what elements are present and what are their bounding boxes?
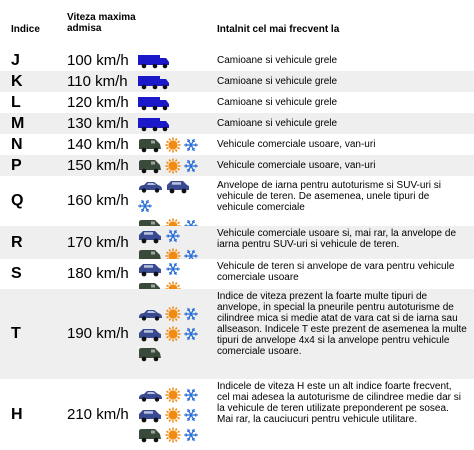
speed-index-letter: T xyxy=(11,325,21,342)
suv-icon xyxy=(137,327,163,342)
speed-index-letter: R xyxy=(11,234,23,251)
snowflake-icon xyxy=(183,326,199,342)
van-icon xyxy=(137,427,163,443)
max-speed: 140 km/h xyxy=(67,136,129,153)
suv-icon xyxy=(137,262,163,277)
sun-icon xyxy=(165,158,181,174)
max-speed: 110 km/h xyxy=(67,73,128,90)
speed-index-letter: N xyxy=(11,136,23,153)
max-speed: 180 km/h xyxy=(67,265,129,282)
van-icon xyxy=(137,137,163,153)
truck-icon xyxy=(137,116,171,132)
speed-index-letter: J xyxy=(11,52,20,69)
usage-description: Indice de viteza prezent la foarte multe tipuri de anvelope, in special la pneurile pentru autoturisme de cilindree mica si medie atat de vara cat si de iarna sau allseason. Indicele T este prezent de asemenea la multe tipuri de anvelope 4x4 si la anvelope pentru vehicule comerciale usoare. xyxy=(217,291,467,357)
max-speed: 190 km/h xyxy=(67,325,129,342)
vehicle-icons xyxy=(137,72,213,92)
car-icon xyxy=(137,179,163,193)
max-speed: 210 km/h xyxy=(67,406,129,423)
max-speed: 160 km/h xyxy=(67,192,129,209)
vehicle-icons xyxy=(137,156,213,176)
usage-description: Camioane si vehicule grele xyxy=(217,76,338,87)
header-index: Indice xyxy=(11,24,40,35)
sun-icon xyxy=(165,387,181,403)
snowflake-icon xyxy=(137,198,153,214)
sun-icon xyxy=(165,137,181,153)
header-usage: Intalnit cel mai frecvent la xyxy=(217,24,340,35)
snowflake-icon xyxy=(183,407,199,423)
speed-index-letter: L xyxy=(11,94,21,111)
suv-icon xyxy=(137,408,163,423)
speed-index-letter: M xyxy=(11,115,25,132)
max-speed: 100 km/h xyxy=(67,52,129,69)
table-row xyxy=(0,259,474,289)
table-row xyxy=(0,134,474,155)
sun-icon xyxy=(165,306,181,322)
snowflake-icon xyxy=(183,387,199,403)
speed-index-letter: P xyxy=(11,157,22,174)
suv-icon xyxy=(165,179,191,194)
snowflake-icon xyxy=(183,137,199,153)
usage-description: Camioane si vehicule grele xyxy=(217,55,338,66)
car-icon xyxy=(137,388,163,402)
max-speed: 150 km/h xyxy=(67,157,129,174)
vehicle-icons xyxy=(137,114,213,134)
suv-icon xyxy=(137,229,163,244)
car-icon xyxy=(137,307,163,321)
snowflake-icon xyxy=(183,306,199,322)
snowflake-icon xyxy=(183,427,199,443)
sun-icon xyxy=(165,407,181,423)
usage-description: Vehicule comerciale usoare, van-uri xyxy=(217,139,376,150)
table-row xyxy=(0,92,474,113)
table-row xyxy=(0,226,474,259)
usage-description: Vehicule comerciale usoare si, mai rar, la anvelope de iarna pentru SUV-uri si vehicule de teren. xyxy=(217,228,457,250)
speed-index-letter: K xyxy=(11,73,23,90)
table-row xyxy=(0,155,474,176)
table-row xyxy=(0,289,474,379)
usage-description: Indicele de viteza H este un alt indice foarte frecvent, cel mai adesea la autoturisme de cilindree medie dar si la vehicule de teren utilizate preponderent pe sosea. Mai rar, la cauciucuri pentru vehicule utilitare. xyxy=(217,381,462,425)
snowflake-icon xyxy=(183,158,199,174)
max-speed: 120 km/h xyxy=(67,94,129,111)
van-icon xyxy=(137,346,163,362)
vehicle-icons xyxy=(137,304,213,364)
snowflake-icon xyxy=(165,261,181,277)
table-row xyxy=(0,71,474,92)
snowflake-icon xyxy=(165,228,181,244)
truck-icon xyxy=(137,74,171,90)
table-row xyxy=(0,113,474,134)
table-row xyxy=(0,176,474,226)
table-row xyxy=(0,379,474,450)
vehicle-icons xyxy=(137,385,213,445)
vehicle-icons xyxy=(137,135,213,155)
speed-index-letter: S xyxy=(11,265,22,282)
speed-index-letter: Q xyxy=(11,192,24,209)
usage-description: Vehicule de teren si anvelope de vara pentru vehicule comerciale usoare xyxy=(217,261,455,283)
van-icon xyxy=(137,158,163,174)
truck-icon xyxy=(137,53,171,69)
usage-description: Anvelope de iarna pentru autoturisme si SUV-uri si vehicule de teren. De asemenea, unele tipuri de vehicule comerciale xyxy=(217,180,442,213)
table-header xyxy=(0,0,474,50)
header-speed: Viteza maxima admisa xyxy=(67,12,136,34)
speed-index-letter: H xyxy=(11,406,23,423)
sun-icon xyxy=(165,427,181,443)
usage-description: Camioane si vehicule grele xyxy=(217,118,338,129)
max-speed: 170 km/h xyxy=(67,234,129,251)
table-row xyxy=(0,50,474,71)
usage-description: Vehicule comerciale usoare, van-uri xyxy=(217,160,376,171)
usage-description: Camioane si vehicule grele xyxy=(217,97,338,108)
vehicle-icons xyxy=(137,93,213,113)
max-speed: 130 km/h xyxy=(67,115,129,132)
vehicle-icons xyxy=(137,51,213,71)
sun-icon xyxy=(165,326,181,342)
truck-icon xyxy=(137,95,171,111)
